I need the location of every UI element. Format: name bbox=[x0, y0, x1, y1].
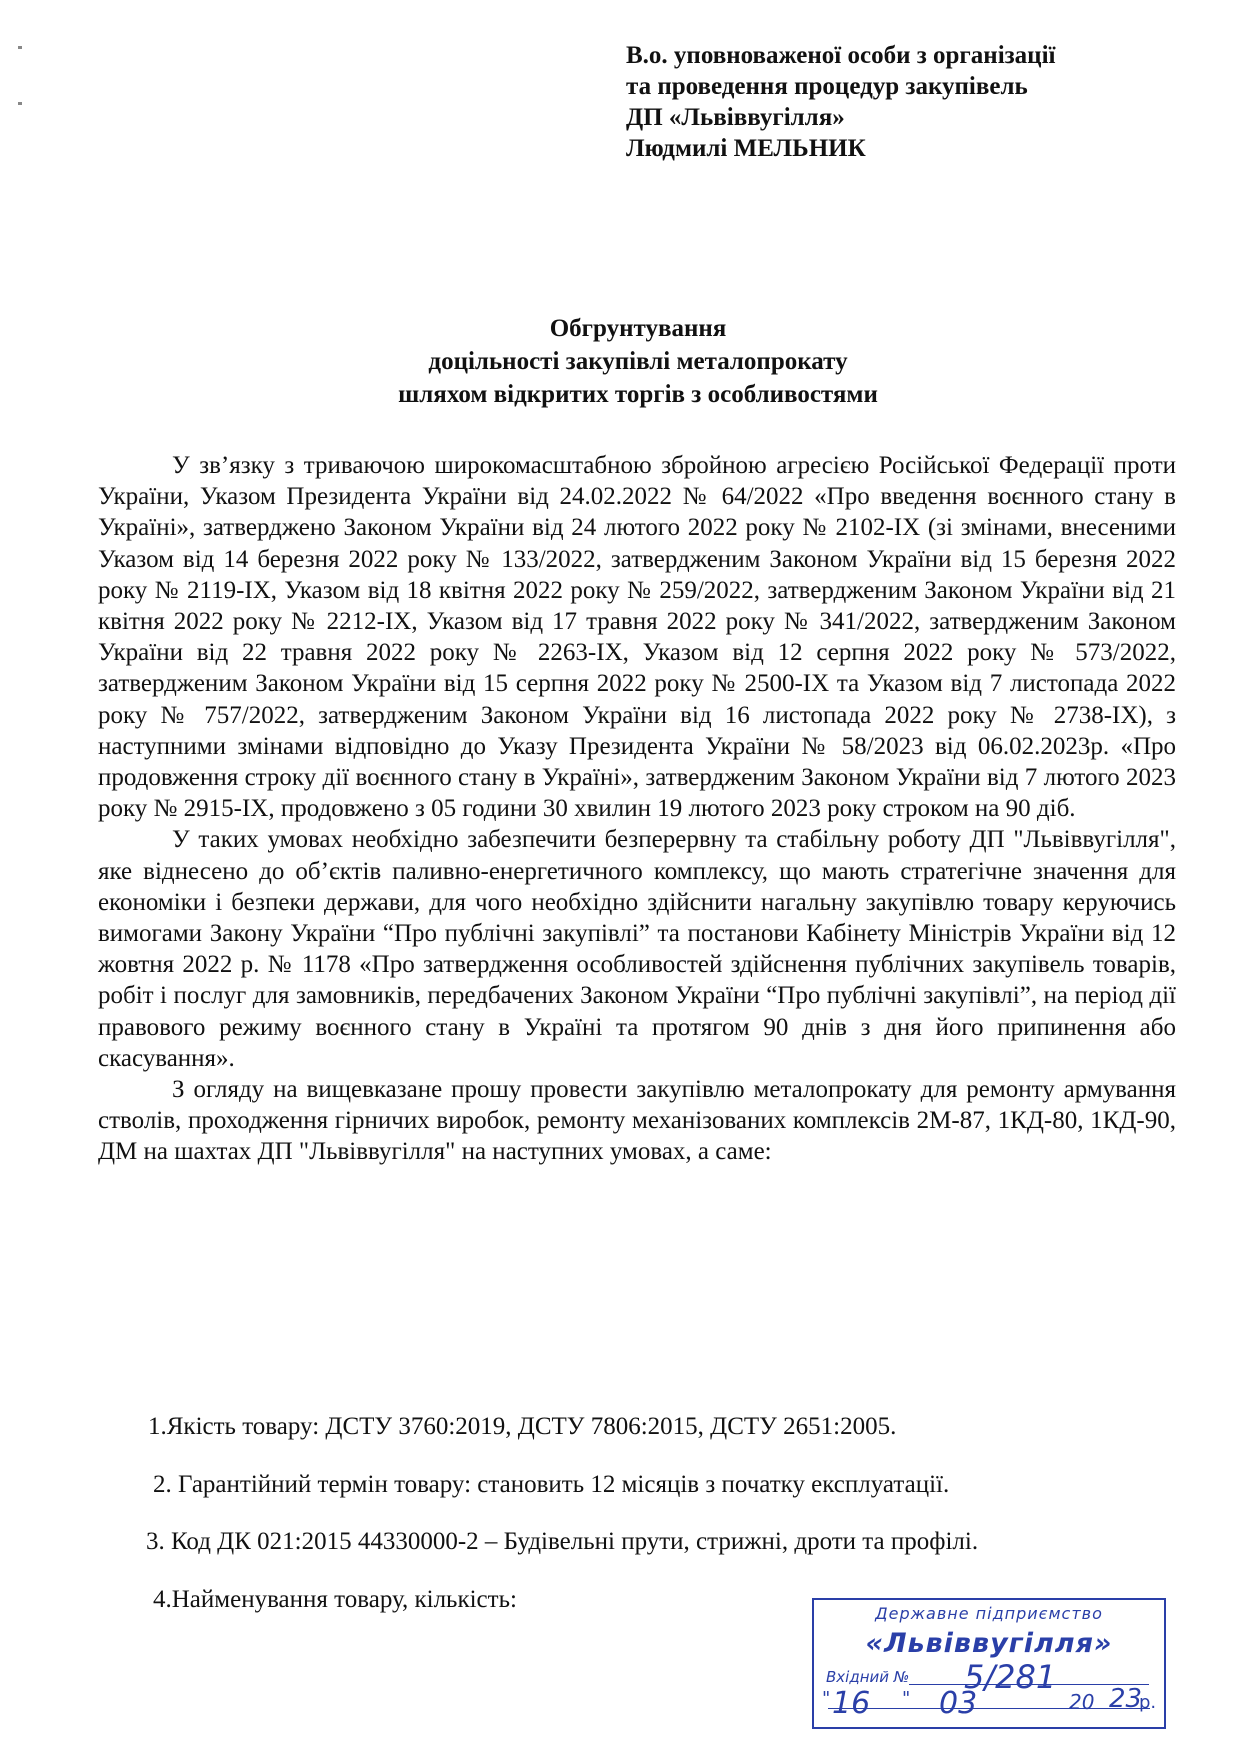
addressee-name: Людмилі МЕЛЬНИК bbox=[626, 135, 866, 162]
addressee-line: ДП «Львіввугілля» bbox=[626, 104, 845, 131]
addressee-line: В.о. уповноваженої особи з організації bbox=[626, 42, 1056, 69]
title-line: Обгрунтування bbox=[549, 315, 727, 342]
paragraph-conditions: У таких умовах необхідно забезпечити безперервну та стабільну роботу ДП "Львіввугілля", яке віднесено до об’єктів паливно-енергетичного комплексу, що мають стратегічне значення для економіки і безпеки держави, для чого необхідно здійснити нагальну закупівлю товару керуючись вимогами Закону України “Про публічні закупівлі” та постанови Кабінету Міністрів України від 12 жовтня 2022 р. № 1178 «Про затвердження особливостей здійснення публічних закупівель товарів, робіт і послуг для замовників, передбачених Законом України “Про публічні закупівлі”, на період дії правового режиму воєнного стану в Україні та протягом 90 днів з дня його припинення або скасування». bbox=[98, 826, 1176, 1072]
stamp-incoming-label: Вхідний № bbox=[826, 1668, 910, 1686]
paragraph-martial-law: У зв’язку з триваючою широкомасштабною збройною агресією Російської Федерації проти України, Указом Президента України від 24.02.2022 № 64/2022 «Про введення воєнного стану в Україні», затверджено Законом України від 24 лютого 2022 року № 2102-IX (зі змінами, внесеними Указом від 14 березня 2022 року № 133/2022, затвердженим Законом України від 15 березня 2022 року № 2119-IX, Указом від 18 квітня 2022 року № 259/2022, затвердженим Законом України від 21 квітня 2022 року № 2212-IX, Указом від 17 травня 2022 року № 341/2022, затвердженим Законом України від 22 травня 2022 року № 2263-IX, Указом від 12 серпня 2022 року № 573/2022, затвердженим Законом України від 15 серпня 2022 року № 2500-IX та Указом від 7 листопада 2022 року № 757/2022, затвердженим Законом України від 16 листопада 2022 року № 2738-IX), з наступними змінами відповідно до Указу Президента України № 58/2023 від 06.02.2023р. «Про продовження строку дії воєнного стану в Україні», затвердженим Законом України від 7 лютого 2023 року № 2915-IX, продовжено з 05 години 30 хвилин 19 лютого 2023 року строком на 90 діб. bbox=[98, 452, 1176, 823]
list-item-quality: 1.Якість товару: ДСТУ 3760:2019, ДСТУ 7806:2015, ДСТУ 2651:2005. bbox=[148, 1413, 897, 1440]
list-item-warranty: 2. Гарантійний термін товару: становить 12 місяців з початку експлуатації. bbox=[153, 1471, 950, 1498]
stamp-org: Державне підприємство bbox=[875, 1604, 1103, 1623]
stamp-year-prefix: 20 bbox=[1069, 1690, 1095, 1714]
document-title bbox=[98, 312, 1178, 411]
list-item-goods: 4.Найменування товару, кількість: bbox=[153, 1586, 517, 1613]
list-item-cpv-code: 3. Код ДК 021:2015 44330000-2 – Будівельні прути, стрижні, дроти та профілі. bbox=[146, 1528, 979, 1555]
scan-speck bbox=[18, 46, 22, 49]
stamp-quote-open: " bbox=[822, 1688, 831, 1709]
stamp-date-line bbox=[828, 1708, 1150, 1709]
title-line: доцільності закупівлі металопрокату bbox=[428, 348, 848, 375]
addressee-block bbox=[626, 40, 1055, 164]
stamp-number: 5/281 bbox=[964, 1658, 1057, 1696]
paragraph-request: З огляду на вищевказане прошу провести закупівлю металопрокату для ремонту армування стволів, проходження гірничих виробок, ремонту механізованих комплексів 2М-87, 1КД-80, 1КД-90, ДМ на шахтах ДП "Львіввугілля" на наступних умовах, а саме: bbox=[98, 1076, 1176, 1166]
title-line: шляхом відкритих торгів з особливостями bbox=[398, 381, 878, 408]
stamp-year-letter: р. bbox=[1139, 1692, 1157, 1713]
document-body bbox=[98, 450, 1176, 1168]
addressee-line: та проведення процедур закупівель bbox=[626, 73, 1028, 100]
scan-speck bbox=[18, 102, 22, 105]
stamp-year-suffix: 23 bbox=[1109, 1684, 1143, 1714]
registration-stamp bbox=[812, 1598, 1166, 1729]
stamp-month: 03 bbox=[939, 1686, 978, 1721]
stamp-name: «Львіввугілля» bbox=[865, 1628, 1113, 1659]
stamp-day: 16 bbox=[832, 1686, 871, 1721]
stamp-quote-close: " bbox=[902, 1688, 911, 1709]
